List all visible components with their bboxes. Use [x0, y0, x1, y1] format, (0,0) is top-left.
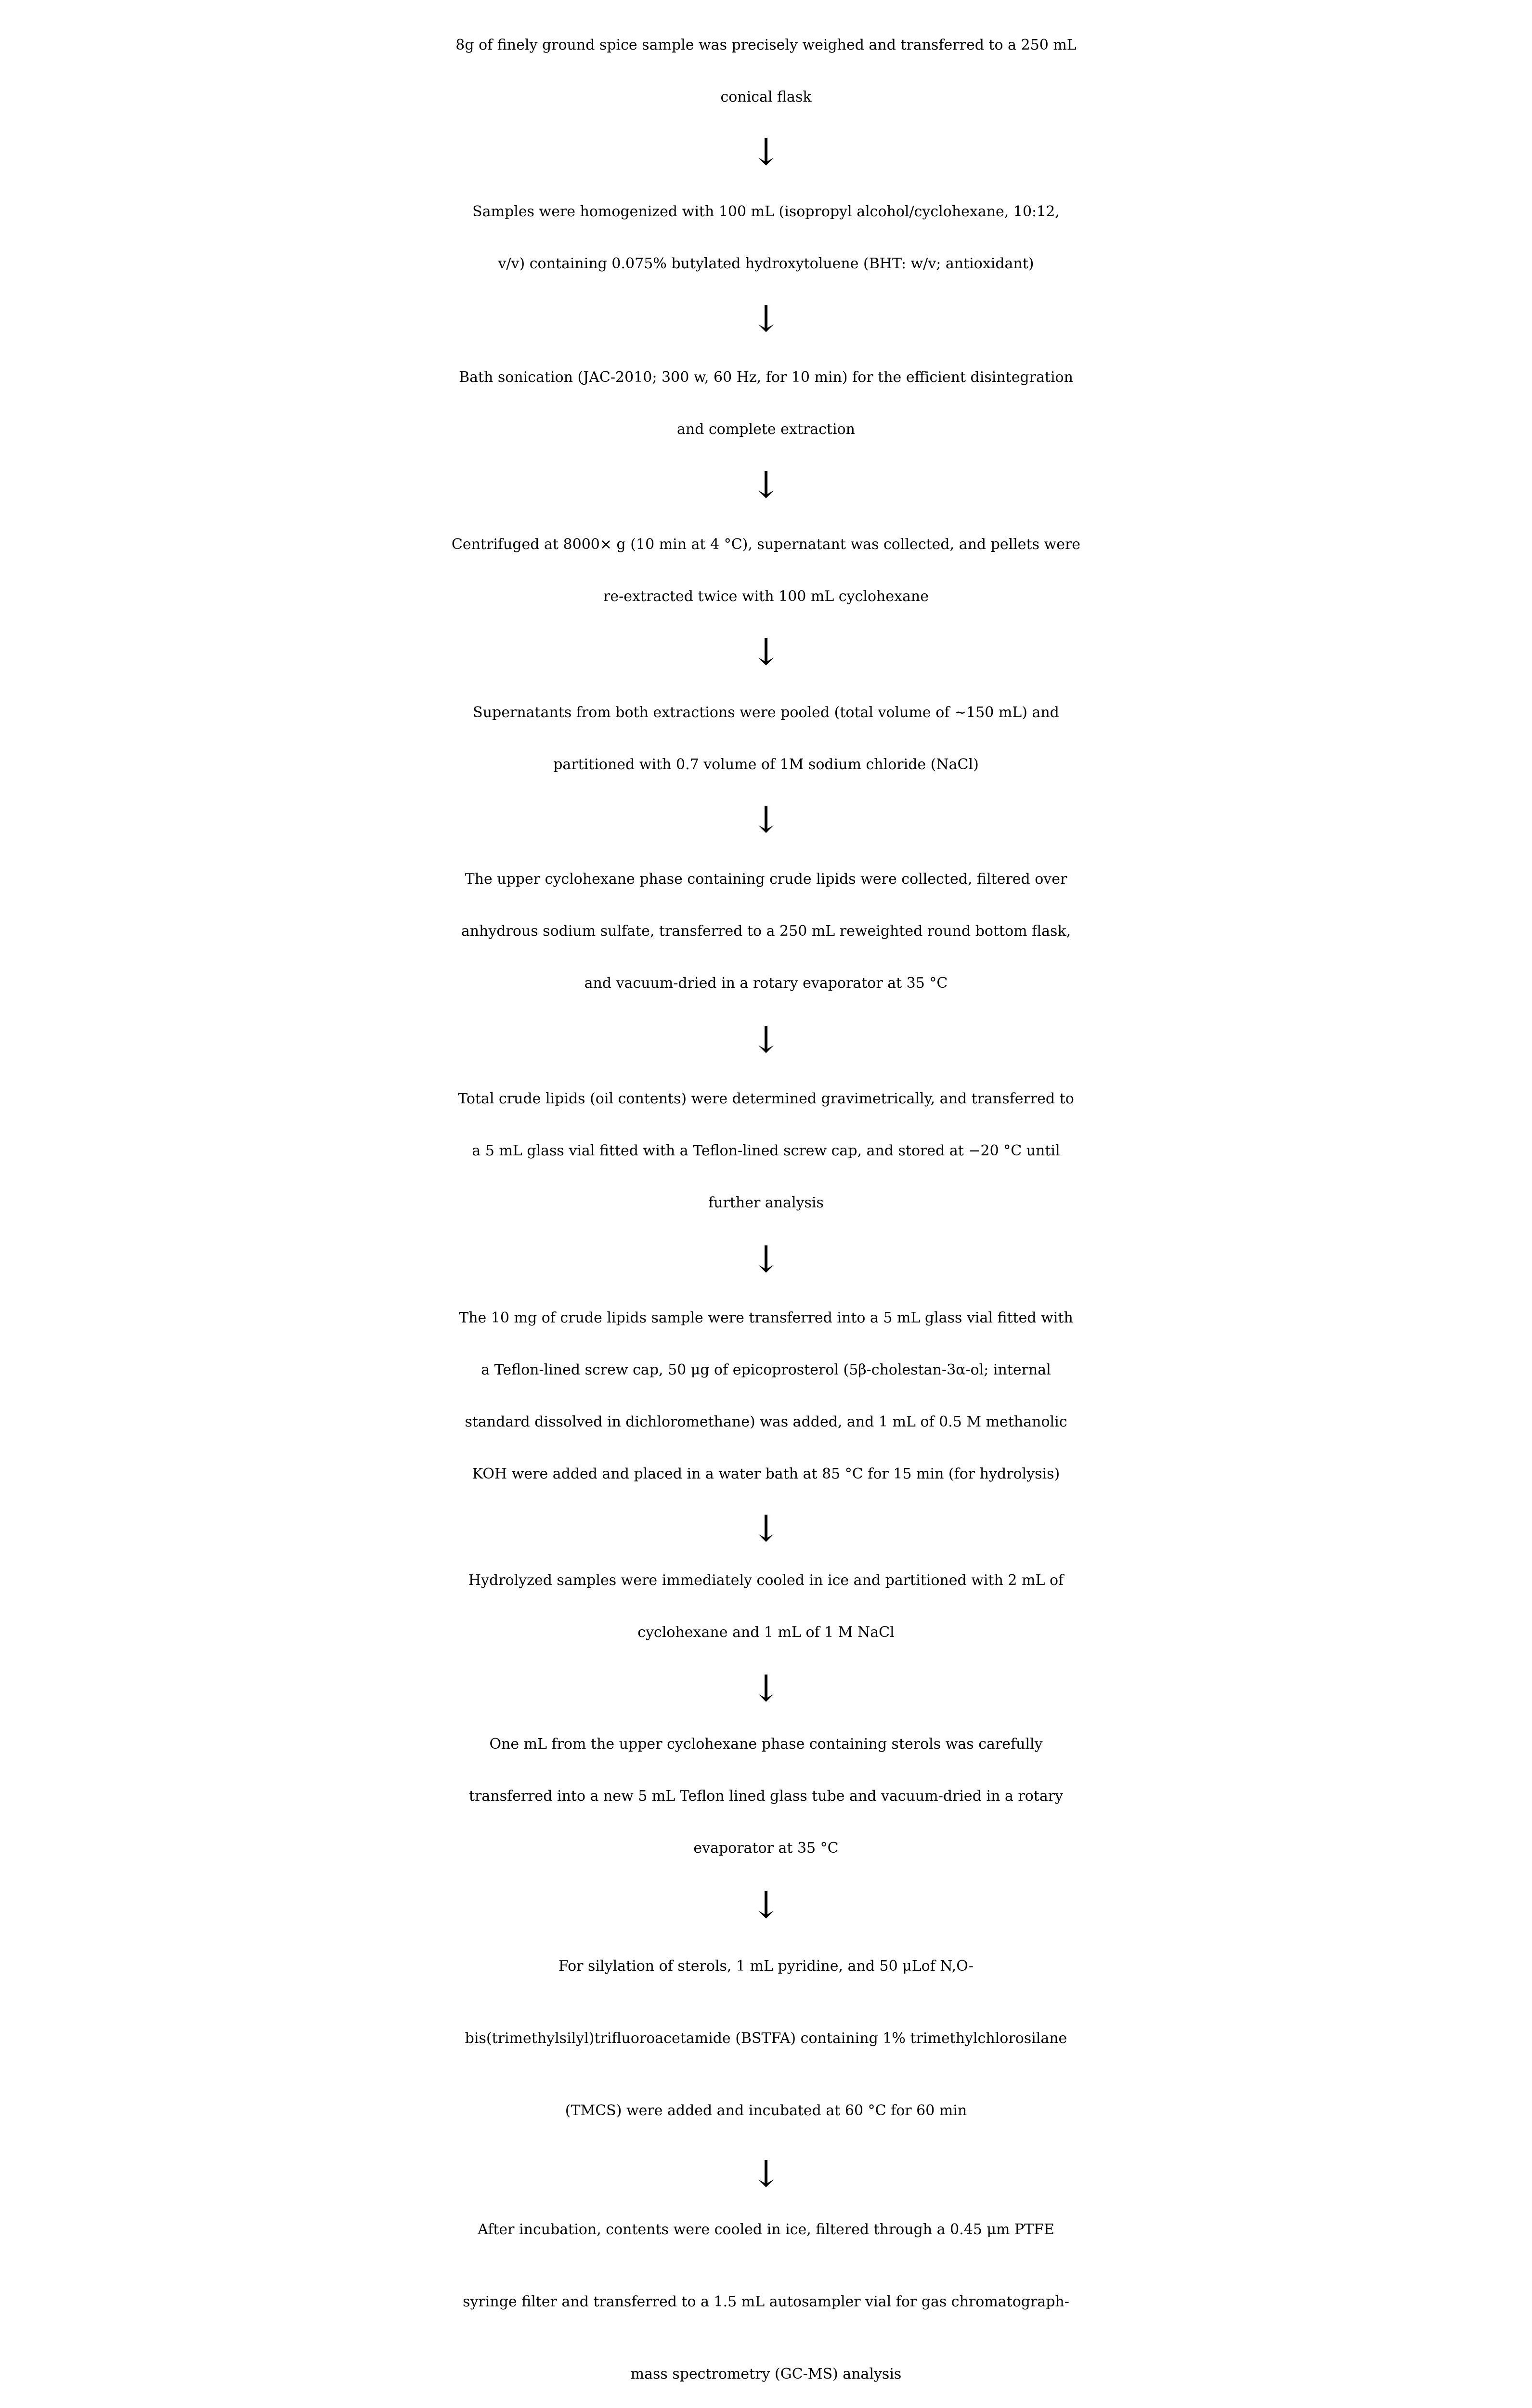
step-1-weighing [0, 19, 1532, 123]
step-4-centrifugation [0, 519, 1532, 623]
step-text-line: re-extracted twice with 100 mL cyclohexane [603, 588, 929, 605]
step-text-line: After incubation, contents were cooled in ice, filtered through a 0.45 μm PTFE [478, 2221, 1054, 2238]
step-text-line: transferred into a new 5 mL Teflon lined glass tube and vacuum-dried in a rotary [468, 1788, 1064, 1805]
step-text-line: 8g of finely ground spice sample was precisely weighed and transferred to a 250 mL [455, 37, 1077, 53]
step-text-line: Centrifuged at 8000× g (10 min at 4 °C), supernatant was collected, and pellets were [451, 536, 1081, 553]
step-text-line: Supernatants from both extractions were pooled (total volume of ~150 mL) and [473, 704, 1059, 721]
step-9-cooling-partition [0, 1555, 1532, 1659]
step-text-line: mass spectrometry (GC-MS) analysis [630, 2366, 902, 2382]
step-8-hydrolysis [0, 1292, 1532, 1500]
step-10-sterol-transfer [0, 1718, 1532, 1874]
step-text-line: One mL from the upper cyclohexane phase containing sterols was carefully [489, 1736, 1043, 1753]
step-text-line: a Teflon-lined screw cap, 50 μg of epicoprosterol (5β-cholestan-3α-ol; internal [481, 1361, 1051, 1378]
down-arrow-icon: ↓ [751, 1018, 781, 1061]
step-text-line: evaporator at 35 °C [693, 1840, 839, 1857]
step-text-line: The 10 mg of crude lipids sample were transferred into a 5 mL glass vial fitted with [459, 1309, 1073, 1326]
step-text-line: (TMCS) were added and incubated at 60 °C for 60 min [565, 2102, 967, 2119]
step-text-line: and complete extraction [677, 421, 855, 438]
step-text-line: Total crude lipids (oil contents) were determined gravimetrically, and transferred to [458, 1090, 1074, 1107]
step-text-line: For silylation of sterols, 1 mL pyridine, and 50 μLof N,O- [558, 1958, 974, 1975]
step-text-line: conical flask [720, 89, 812, 105]
step-text-line: partitioned with 0.7 volume of 1M sodium chloride (NaCl) [553, 756, 979, 773]
down-arrow-icon: ↓ [751, 1238, 781, 1281]
step-text-line: KOH were added and placed in a water bath at 85 °C for 15 min (for hydrolysis) [472, 1466, 1060, 1482]
down-arrow-icon: ↓ [751, 1884, 781, 1926]
step-text-line: further analysis [708, 1194, 824, 1211]
down-arrow-icon: ↓ [751, 1667, 781, 1710]
step-text-line: Samples were homogenized with 100 mL (isopropyl alcohol/cyclohexane, 10:12, [472, 203, 1060, 220]
down-arrow-icon: ↓ [751, 2152, 781, 2195]
step-text-line: syringe filter and transferred to a 1.5 mL autosampler vial for gas chromatograph- [463, 2293, 1069, 2310]
step-text-line: Bath sonication (JAC-2010; 300 w, 60 Hz, for 10 min) for the efficient disintegration [459, 369, 1073, 386]
step-text-line: bis(trimethylsilyl)trifluoroacetamide (BSTFA) containing 1% trimethylchlorosilane [465, 2030, 1067, 2047]
step-text-line: and vacuum-dried in a rotary evaporator at 35 °C [584, 975, 948, 992]
step-7-gravimetric [0, 1073, 1532, 1229]
step-text-line: The upper cyclohexane phase containing crude lipids were collected, filtered over [465, 871, 1067, 888]
step-text-line: anhydrous sodium sulfate, transferred to a 250 mL reweighted round bottom flask, [461, 923, 1071, 940]
step-5-pooling-partition [0, 687, 1532, 791]
down-arrow-icon: ↓ [751, 798, 781, 841]
down-arrow-icon: ↓ [751, 1507, 781, 1550]
step-text-line: a 5 mL glass vial fitted with a Teflon-lined screw cap, and stored at −20 °C until [472, 1142, 1060, 1159]
step-11-silylation [0, 1930, 1532, 2147]
step-2-homogenization [0, 186, 1532, 290]
down-arrow-icon: ↓ [751, 131, 781, 173]
step-text-line: Hydrolyzed samples were immediately cooled in ice and partitioned with 2 mL of [468, 1572, 1064, 1589]
step-3-sonication [0, 352, 1532, 456]
down-arrow-icon: ↓ [751, 463, 781, 506]
down-arrow-icon: ↓ [751, 630, 781, 673]
step-12-filtration-gcms [0, 2194, 1532, 2408]
step-6-drying [0, 853, 1532, 1009]
step-text-line: v/v) containing 0.075% butylated hydroxytoluene (BHT: w/v; antioxidant) [498, 255, 1034, 272]
step-text-line: cyclohexane and 1 mL of 1 M NaCl [637, 1624, 895, 1641]
step-text-line: standard dissolved in dichloromethane) was added, and 1 mL of 0.5 M methanolic [465, 1413, 1067, 1430]
down-arrow-icon: ↓ [751, 297, 781, 340]
